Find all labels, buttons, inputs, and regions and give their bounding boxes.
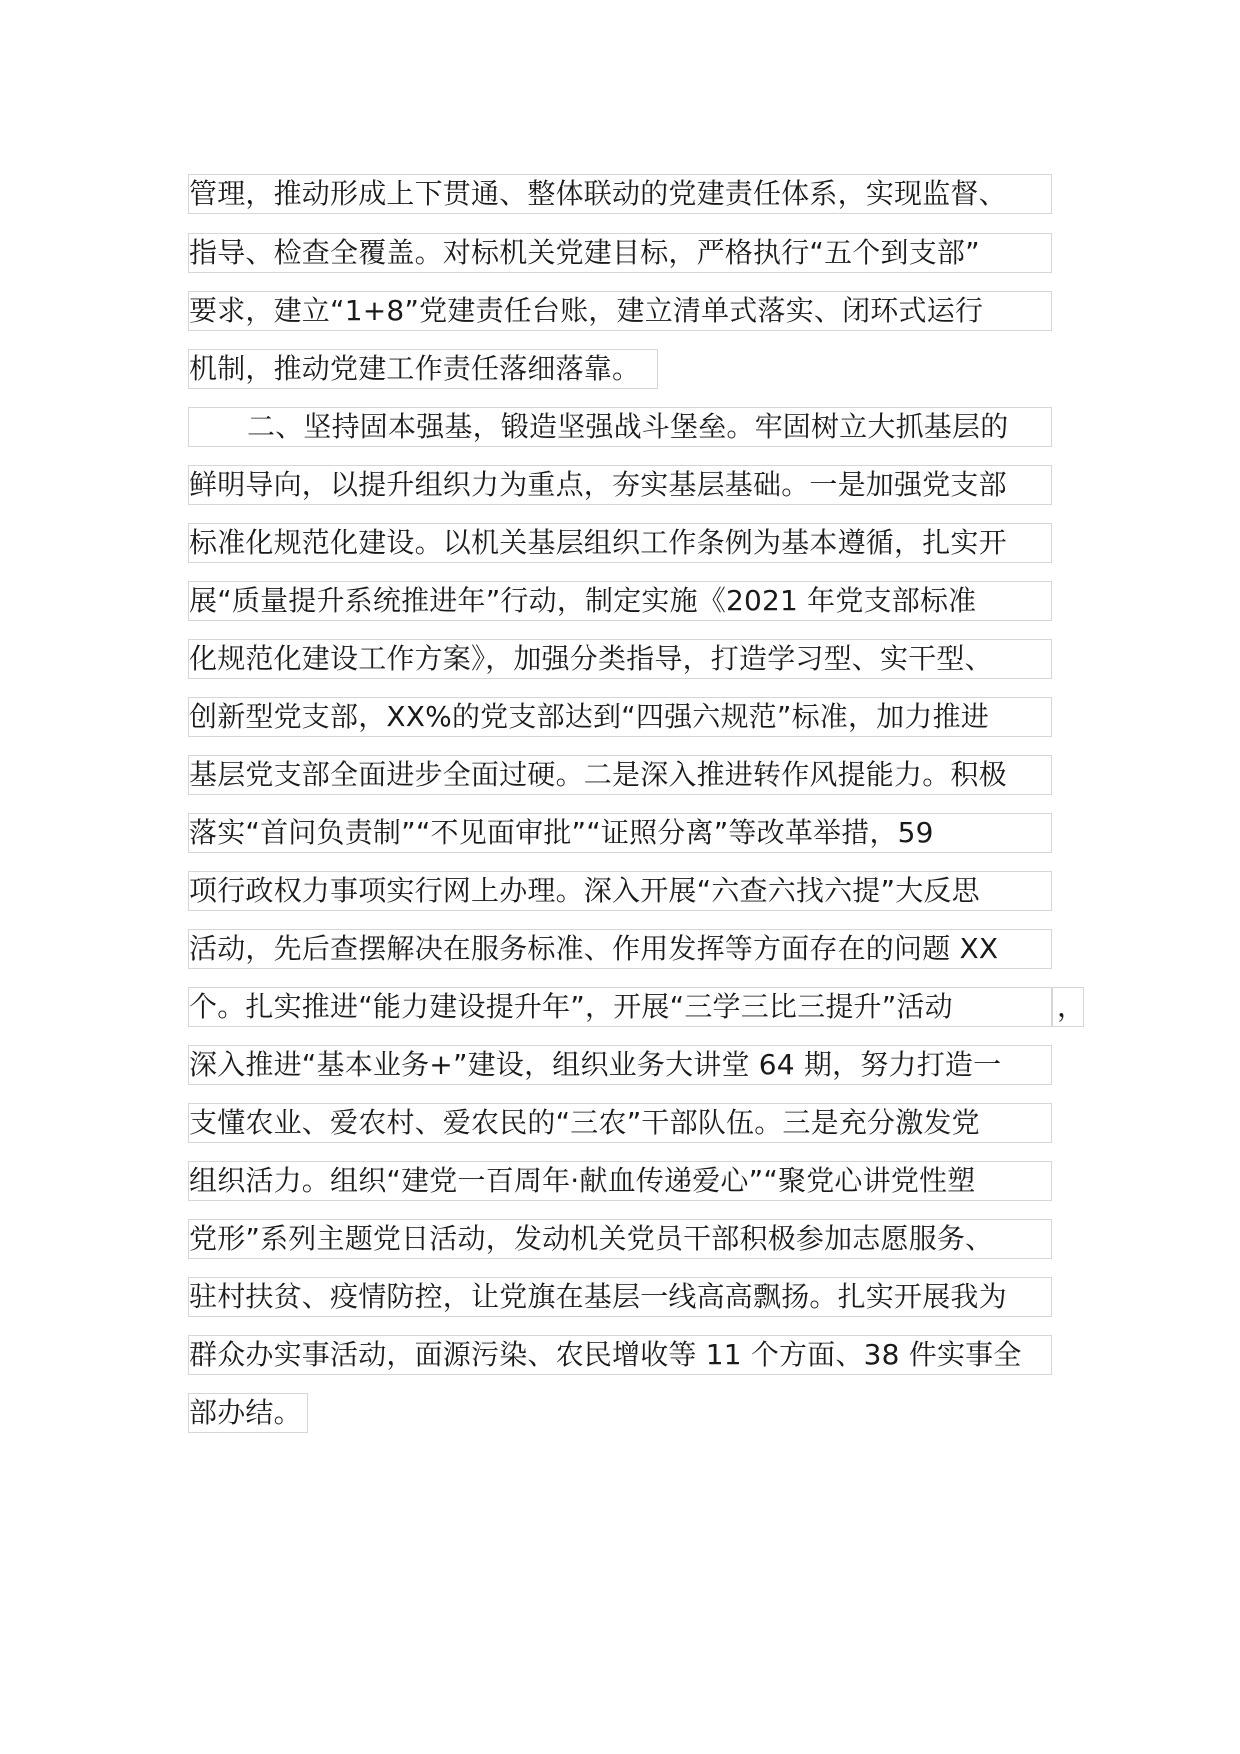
text-line: 群众办实事活动，面源污染、农民增收等 11 个方面、38 件实事全: [188, 1335, 1052, 1375]
text-line: 深入推进“基本业务+”建设，组织业务大讲堂 64 期，努力打造一: [188, 1045, 1052, 1085]
text-line: 活动，先后查摆解决在服务标准、作用发挥等方面存在的问题 XX: [188, 929, 1052, 969]
section-heading-line: 二、坚持固本强基，锻造坚强战斗堡垒。牢固树立大抓基层的: [188, 407, 1052, 447]
text-line: 落实“首问负责制”“不见面审批”“证照分离”等改革举措，59: [188, 813, 1052, 853]
text-line: 党形”系列主题党日活动，发动机关党员干部积极参加志愿服务、: [188, 1219, 1052, 1259]
text-line: 基层党支部全面进步全面过硬。二是深入推进转作风提能力。积极: [188, 755, 1052, 795]
text-line: 化规范化建设工作方案》，加强分类指导，打造学习型、实干型、: [188, 639, 1052, 679]
text-line: 支懂农业、爱农村、爱农民的“三农”干部队伍。三是充分激发党: [188, 1103, 1052, 1143]
text-line: 标准化规范化建设。以机关基层组织工作条例为基本遵循，扎实开: [188, 523, 1052, 563]
text-line: 指导、检查全覆盖。对标机关党建目标，严格执行“五个到支部”: [188, 233, 1052, 273]
text-line: 管理，推动形成上下贯通、整体联动的党建责任体系，实现监督、: [188, 174, 1052, 214]
text-line: 要求，建立“1+8”党建责任台账，建立清单式落实、闭环式运行: [188, 291, 1052, 331]
overflow-punctuation: ，: [1052, 987, 1084, 1027]
text-line: 个。扎实推进“能力建设提升年”，开展“三学三比三提升”活动: [188, 987, 1052, 1027]
text-line: 组织活力。组织“建党一百周年·献血传递爱心”“聚党心讲党性塑: [188, 1161, 1052, 1201]
text-line: 项行政权力事项实行网上办理。深入开展“六查六找六提”大反思: [188, 871, 1052, 911]
text-line: 创新型党支部，XX%的党支部达到“四强六规范”标准，加力推进: [188, 697, 1052, 737]
text-line: 展“质量提升系统推进年”行动，制定实施《2021 年党支部标准: [188, 581, 1052, 621]
text-line: 驻村扶贫、疫情防控，让党旗在基层一线高高飘扬。扎实开展我为: [188, 1277, 1052, 1317]
text-line: 鲜明导向，以提升组织力为重点，夯实基层基础。一是加强党支部: [188, 465, 1052, 505]
text-line: 部办结。: [188, 1393, 308, 1433]
text-line: 机制，推动党建工作责任落细落靠。: [188, 349, 658, 389]
